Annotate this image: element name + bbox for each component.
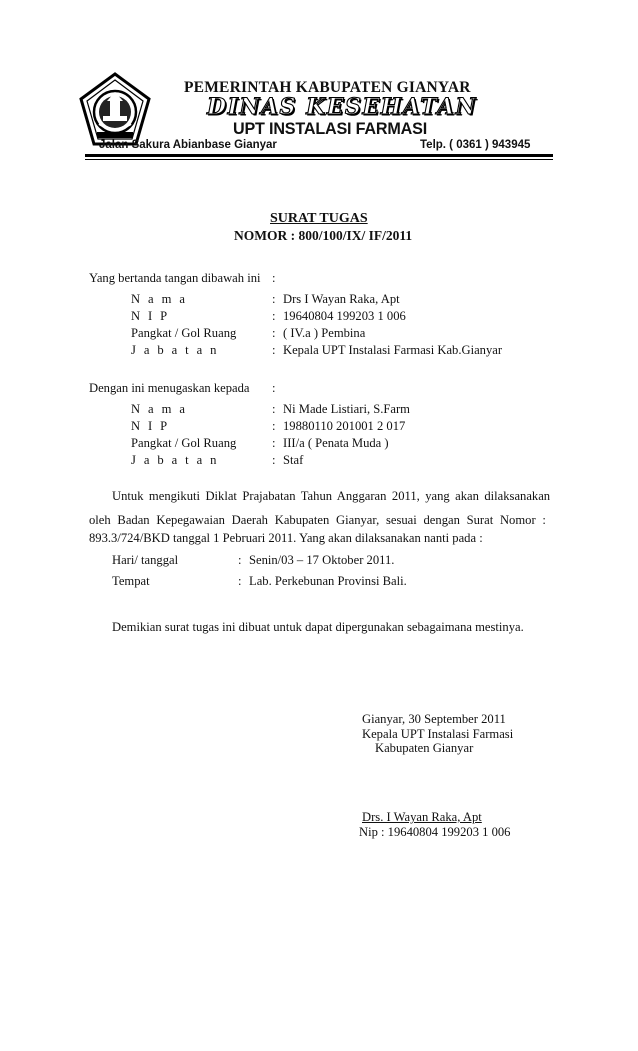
- assignee-position-value: Staf: [283, 453, 304, 467]
- signatory-intro: Yang bertanda tangan dibawah ini: [89, 271, 261, 285]
- colon: :: [272, 419, 276, 433]
- schedule-place-value: Lab. Perkebunan Provinsi Bali.: [249, 574, 407, 588]
- assignee-nip-value: 19880110 201001 2 017: [283, 419, 406, 433]
- closing-sentence: Demikian surat tugas ini dibuat untuk dapat dipergunakan sebagaimana mestinya.: [112, 620, 524, 634]
- office-phone: Telp. ( 0361 ) 943945: [420, 139, 531, 151]
- colon: :: [272, 402, 276, 416]
- body-line-1: Untuk mengikuti Diklat Prajabatan Tahun Anggaran 2011, yang akan dilaksanakan: [112, 489, 551, 503]
- signatory-nip-value: 19640804 199203 1 006: [283, 309, 406, 323]
- signatory-position-value: Kepala UPT Instalasi Farmasi Kab.Gianyar: [283, 343, 503, 357]
- schedule-date-value: Senin/03 – 17 Oktober 2011.: [249, 553, 395, 567]
- colon: :: [238, 553, 242, 567]
- colon: :: [272, 309, 276, 323]
- colon: :: [272, 436, 276, 450]
- schedule-place-label: Tempat: [112, 574, 150, 588]
- signatory-rank-label: Pangkat / Gol Ruang: [131, 326, 237, 340]
- letterhead-thin-rule: [85, 159, 553, 160]
- letterhead-thick-rule: [85, 154, 553, 157]
- assignee-intro: Dengan ini menugaskan kepada: [89, 381, 250, 395]
- assignee-intro-colon: :: [272, 381, 276, 395]
- colon: :: [272, 326, 276, 340]
- signature-place-date: Gianyar, 30 September 2011: [362, 712, 506, 726]
- signatory-position-label: J a b a t a n: [131, 343, 219, 357]
- letter-title: SURAT TUGAS: [270, 211, 368, 226]
- gianyar-regency-emblem: [79, 72, 151, 148]
- signer-nip: Nip : 19640804 199203 1 006: [359, 825, 511, 839]
- assignee-rank-value: III/a ( Penata Muda ): [283, 436, 389, 450]
- signature-position: Kepala UPT Instalasi Farmasi: [362, 727, 514, 741]
- department-name: DINAS KESEHATAN: [207, 94, 478, 120]
- signatory-name-value: Drs I Wayan Raka, Apt: [283, 292, 400, 306]
- colon: :: [238, 574, 242, 588]
- government-name: PEMERINTAH KABUPATEN GIANYAR: [184, 79, 471, 96]
- office-address: Jalan Sakura Abianbase Gianyar: [99, 139, 277, 151]
- assignee-nip-label: N I P: [131, 419, 170, 433]
- assignee-position-label: J a b a t a n: [131, 453, 219, 467]
- signatory-nip-label: N I P: [131, 309, 170, 323]
- colon: :: [272, 453, 276, 467]
- colon: :: [272, 292, 276, 306]
- letter-number: NOMOR : 800/100/IX/ IF/2011: [234, 228, 413, 243]
- assignee-rank-label: Pangkat / Gol Ruang: [131, 436, 237, 450]
- signer-name: Drs. I Wayan Raka, Apt: [362, 810, 482, 824]
- colon: :: [272, 343, 276, 357]
- unit-name: UPT INSTALASI FARMASI: [233, 119, 428, 138]
- signature-region: Kabupaten Gianyar: [375, 741, 474, 755]
- signatory-rank-value: ( IV.a ) Pembina: [283, 326, 366, 340]
- schedule-date-label: Hari/ tanggal: [112, 553, 179, 567]
- signatory-name-label: N a m a: [131, 292, 188, 306]
- assignee-name-value: Ni Made Listiari, S.Farm: [283, 402, 410, 416]
- body-line-3: 893.3/724/BKD tanggal 1 Pebruari 2011. Yang akan dilaksanakan nanti pada :: [89, 531, 483, 545]
- signatory-intro-colon: :: [272, 271, 276, 285]
- assignee-name-label: N a m a: [131, 402, 188, 416]
- body-line-2: oleh Badan Kepegawaian Daerah Kabupaten Gianyar, sesuai dengan Surat Nomor :: [89, 513, 546, 527]
